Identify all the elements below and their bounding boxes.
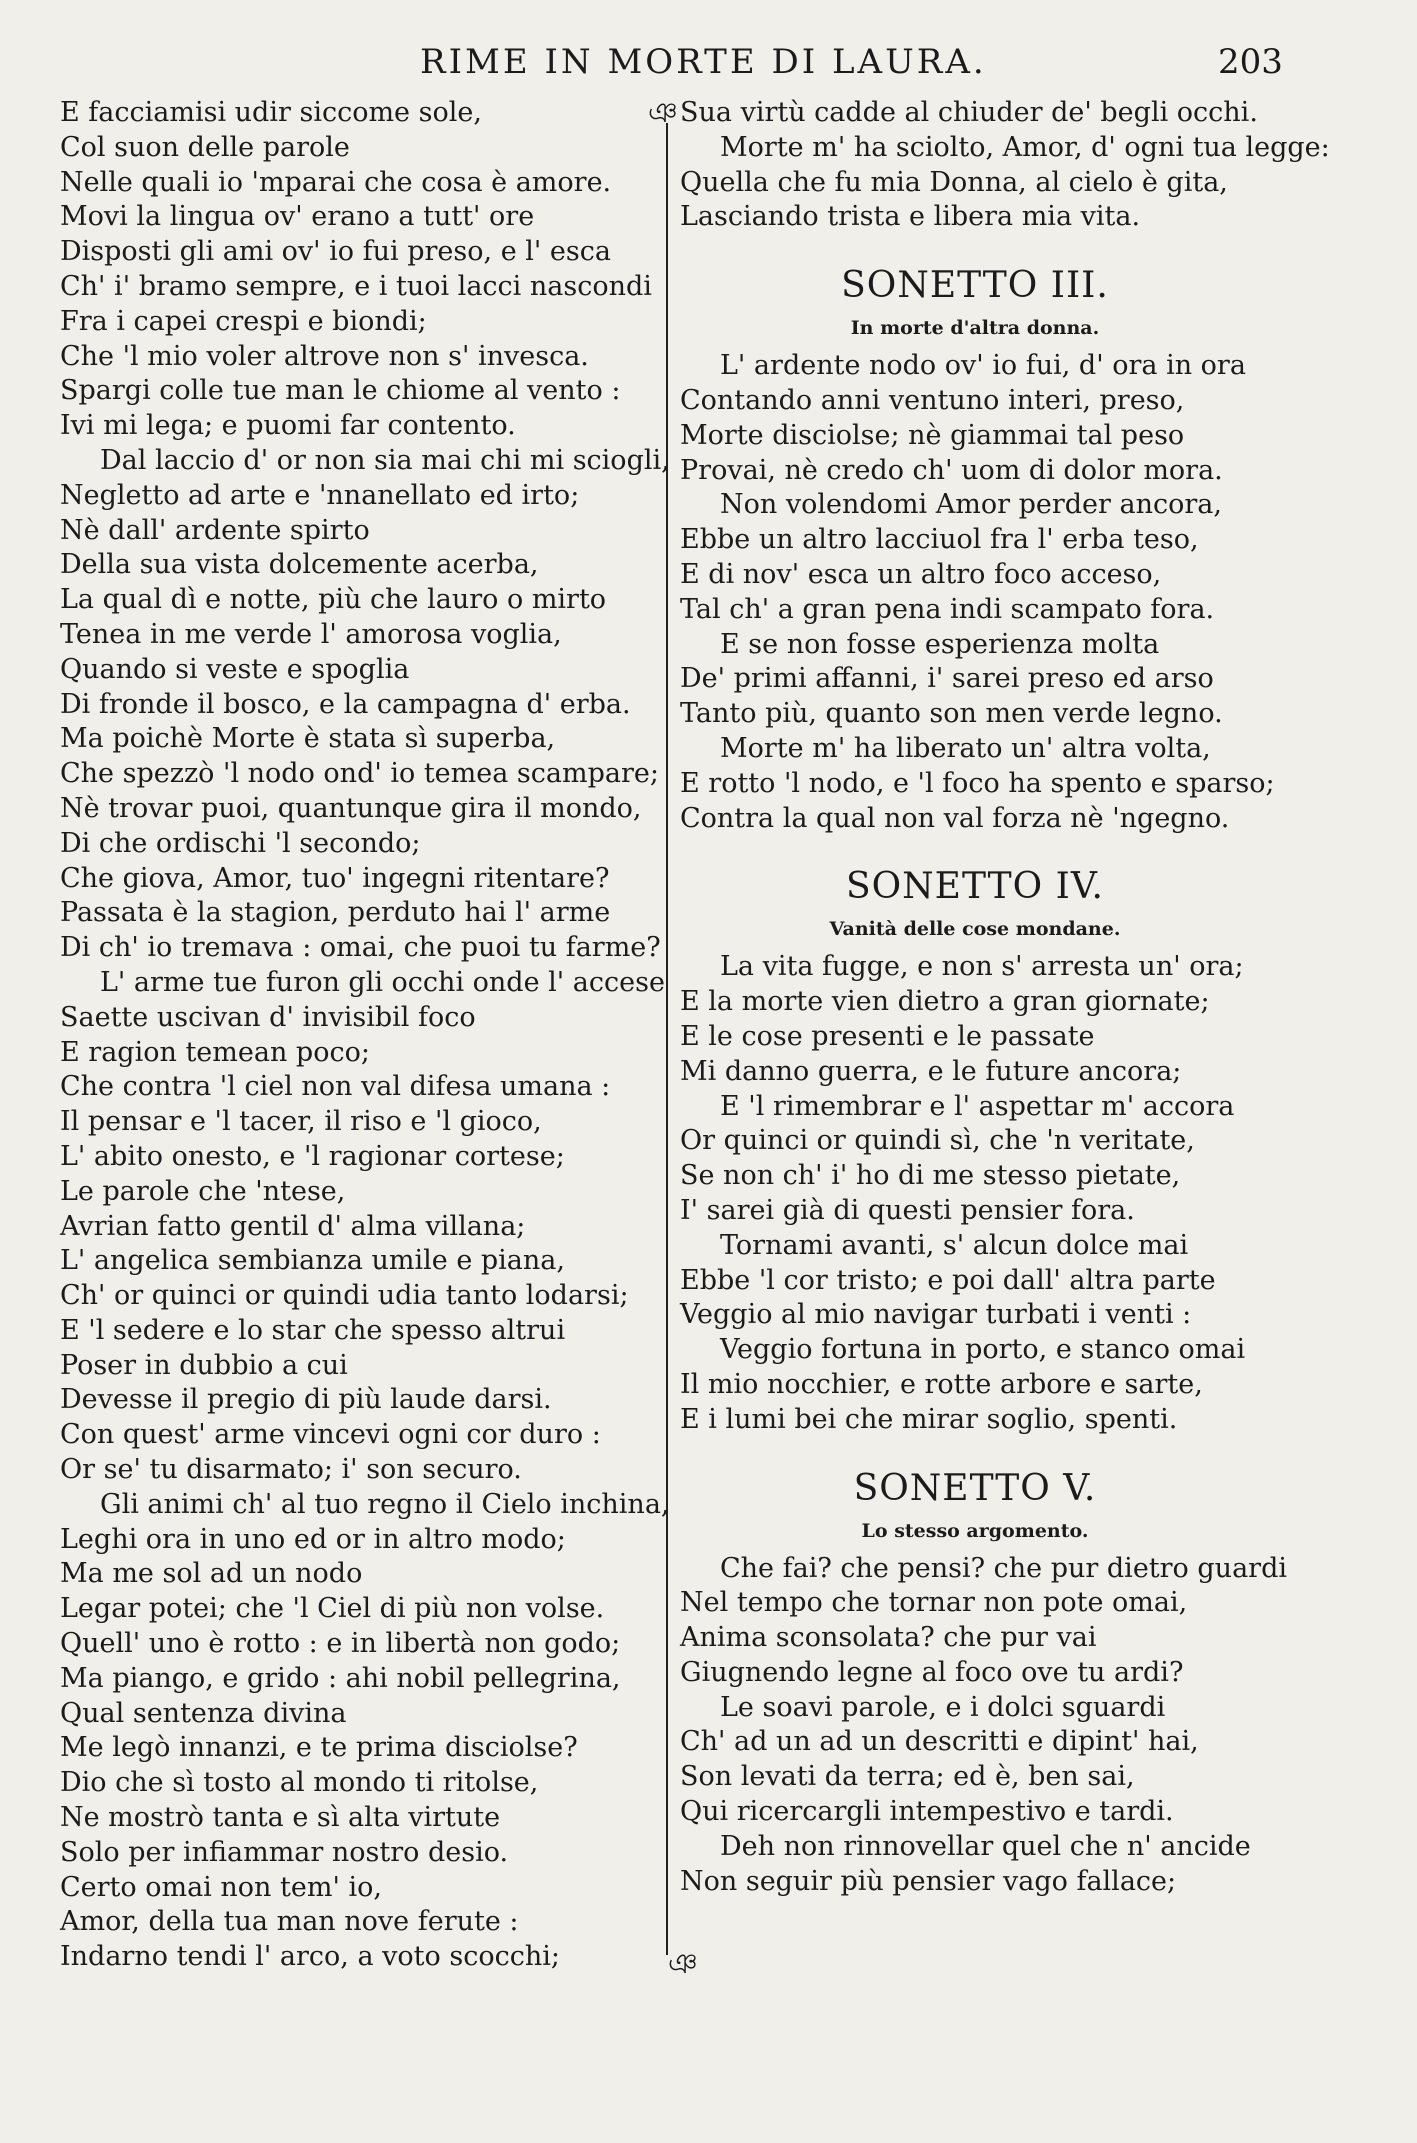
verse-line: Della sua vista dolcemente acerba, <box>60 549 539 581</box>
verse-line: E rotto 'l nodo, e 'l foco ha spento e sparso; <box>680 767 1275 799</box>
verse-line: Passata è la stagion, perduto hai l' arme <box>60 897 611 929</box>
section-mark-icon: ঞ <box>648 96 678 129</box>
verse-line: Or se' tu disarmato; i' son securo. <box>60 1454 522 1486</box>
sonnet <box>680 860 1280 1437</box>
verse-line: Ma poichè Morte è stata sì superba, <box>60 723 556 755</box>
verse-line: Qual sentenza divina <box>60 1697 347 1729</box>
verse-line: E le cose presenti e le passate <box>680 1020 1095 1052</box>
verse-line: Sua virtù cadde al chiuder de' begli occhi. <box>680 97 1258 128</box>
sonnet-title: SONETTO V. <box>853 1467 1097 1509</box>
verse-line: Tenea in me verde l' amorosa voglia, <box>60 618 562 650</box>
verse-line: L' ardente nodo ov' io fui, d' ora in ora <box>720 350 1246 382</box>
verse-line: Il pensar e 'l tacer, il riso e 'l gioco, <box>60 1106 542 1138</box>
page-header <box>0 42 1417 92</box>
verse-line: E 'l rimembrar e l' aspettar m' accora <box>720 1090 1235 1122</box>
section-mark-icon: ঞ <box>668 1947 698 1980</box>
verse-line: Le parole che 'ntese, <box>60 1175 346 1207</box>
verse-line: Avrian fatto gentil d' alma villana; <box>60 1210 526 1242</box>
verse-line: Veggio fortuna in porto, e stanco omai <box>720 1334 1246 1366</box>
sonnet-subtitle: Lo stesso argomento. <box>861 1519 1089 1542</box>
sonnets <box>680 259 1287 1899</box>
column-divider <box>666 123 668 1955</box>
verse-line: Non seguir più pensier vago fallace; <box>680 1865 1177 1897</box>
verse-line: Amor, della tua man nove ferute : <box>60 1906 519 1938</box>
verse-line: Son levati da terra; ed è, ben sai, <box>680 1761 1135 1793</box>
verse-line: Tanto più, quanto son men verde legno. <box>680 698 1223 730</box>
verse-line: Che giova, Amor, tuo' ingegni ritentare? <box>60 862 610 894</box>
page-number: 203 <box>1218 42 1283 82</box>
verse-line: Col suon delle parole <box>60 131 350 163</box>
verse-line: Or quinci or quindi sì, che 'n veritate, <box>680 1125 1195 1157</box>
verse-line: Non volendomi Amor perder ancora, <box>720 489 1222 521</box>
verse-line: Contando anni ventuno interi, preso, <box>680 384 1185 416</box>
right-column <box>680 96 1330 1899</box>
verse-line: Di che ordischi 'l secondo; <box>60 827 421 859</box>
verse-line: Ne mostrò tanta e sì alta virtute <box>60 1802 501 1834</box>
verse-line: E se non fosse esperienza molta <box>720 628 1160 660</box>
verse-line: E la morte vien dietro a gran giornate; <box>680 986 1210 1018</box>
sonnet <box>680 259 1280 836</box>
verse-line: Nè trovar puoi, quantunque gira il mondo, <box>60 792 642 824</box>
verse-line: La vita fugge, e non s' arresta un' ora; <box>720 951 1244 983</box>
verse-line: Se non ch' i' ho di me stesso pietate, <box>680 1160 1181 1192</box>
verse-line: Anima sconsolata? che pur vai <box>680 1622 1097 1654</box>
verse-line: Nel tempo che tornar non pote omai, <box>680 1587 1188 1619</box>
verse-line: Che spezzò 'l nodo ond' io temea scampare; <box>60 758 659 790</box>
verse-line: Me legò innanzi, e te prima disciolse? <box>60 1732 578 1764</box>
verse-line: Ch' ad un ad un descritti e dipint' hai, <box>680 1726 1199 1758</box>
verse-line: Le soavi parole, e i dolci sguardi <box>720 1691 1166 1723</box>
verse-line: Lasciando trista e libera mia vita. <box>680 201 1141 233</box>
verse-line: Con quest' arme vincevi ogni cor duro : <box>60 1419 601 1451</box>
verse-line: Morte m' ha liberato un' altra volta, <box>720 732 1211 764</box>
verse-line: Giugnendo legne al foco ove tu ardi? <box>680 1656 1184 1688</box>
verse-line: I' sarei già di questi pensier fora. <box>680 1194 1135 1226</box>
verse-line: Disposti gli ami ov' io fui preso, e l' esca <box>60 236 611 268</box>
verse-line: Ch' i' bramo sempre, e i tuoi lacci nascondi <box>60 270 652 302</box>
verse-line: Dio che sì tosto al mondo ti ritolse, <box>60 1767 539 1799</box>
verse-line: Mi danno guerra, e le future ancora; <box>680 1055 1182 1087</box>
verse-line: E di nov' esca un altro foco acceso, <box>680 558 1162 590</box>
verse-line: Indarno tendi l' arco, a voto scocchi; <box>60 1941 560 1973</box>
sonnet-subtitle: Vanità delle cose mondane. <box>829 918 1121 941</box>
verse-line: Di fronde il bosco, e la campagna d' erba. <box>60 688 631 720</box>
left-column <box>60 96 670 1975</box>
verse-line: Il mio nocchier, e rotte arbore e sarte, <box>680 1368 1203 1400</box>
verse-line: Negletto ad arte e 'nnanellato ed irto; <box>60 479 580 511</box>
verse-line: Che contra 'l ciel non val difesa umana : <box>60 1071 611 1103</box>
poem-continuation <box>680 96 1330 235</box>
verse-line: Quando si veste e spoglia <box>60 653 410 685</box>
verse-line: Certo omai non tem' io, <box>60 1871 382 1903</box>
verse-line: Ebbe un altro lacciuol fra l' erba teso, <box>680 524 1199 556</box>
verse-line: Gli animi ch' al tuo regno il Cielo inchina, <box>100 1488 670 1520</box>
sonnet-title: SONETTO III. <box>841 265 1109 307</box>
sonnet <box>680 1462 1287 1900</box>
verse-line: Morte m' ha sciolto, Amor, d' ogni tua legge: <box>720 131 1330 163</box>
verse-line: Quella che fu mia Donna, al cielo è gita, <box>680 166 1228 198</box>
verse-line: Tornami avanti, s' alcun dolce mai <box>720 1229 1189 1261</box>
verse-line: Deh non rinnovellar quel che n' ancide <box>720 1830 1251 1862</box>
verse-line: De' primi affanni, i' sarei preso ed arso <box>680 663 1214 695</box>
verse-line: L' arme tue furon gli occhi onde l' accese <box>100 966 665 998</box>
verse-line: Leghi ora in uno ed or in altro modo; <box>60 1523 566 1555</box>
verse-line: Fra i capei crespi e biondi; <box>60 305 427 337</box>
verse-line: Morte disciolse; nè giammai tal peso <box>680 419 1185 451</box>
verse-line: Legar potei; che 'l Ciel di più non volse. <box>60 1593 605 1625</box>
verse-line: Devesse il pregio di più laude darsi. <box>60 1384 552 1416</box>
verse-line: E 'l sedere e lo star che spesso altrui <box>60 1314 566 1346</box>
verse-line: Nè dall' ardente spirto <box>60 514 370 546</box>
verse-line: Movi la lingua ov' erano a tutt' ore <box>60 201 535 233</box>
sonnet-title: SONETTO IV. <box>846 866 1104 908</box>
verse-line: Che 'l mio voler altrove non s' invesca. <box>60 340 589 372</box>
verse-line: Ivi mi lega; e puomi far contento. <box>60 410 516 442</box>
verse-line: Solo per infiammar nostro desio. <box>60 1836 509 1868</box>
verse-line: E ragion temean poco; <box>60 1036 370 1068</box>
verse-line: Contra la qual non val forza nè 'ngegno. <box>680 802 1230 834</box>
verse-line: Che fai? che pensi? che pur dietro guardi <box>720 1552 1287 1584</box>
verse-line: E facciamisi udir siccome sole, <box>60 97 482 128</box>
verse-line: Nelle quali io 'mparai che cosa è amore. <box>60 166 612 198</box>
verse-line: E i lumi bei che mirar soglio, spenti. <box>680 1403 1178 1435</box>
running-title: RIME IN MORTE DI LAURA. <box>420 42 987 82</box>
verse-line: Ebbe 'l cor tristo; e poi dall' altra parte <box>680 1264 1216 1296</box>
verse-line: L' abito onesto, e 'l ragionar cortese; <box>60 1140 565 1172</box>
verse-line: La qual dì e notte, più che lauro o mirto <box>60 584 607 616</box>
verse-line: Di ch' io tremava : omai, che puoi tu farme? <box>60 932 661 964</box>
verse-line: Quell' uno è rotto : e in libertà non godo; <box>60 1628 621 1660</box>
verse-line: Spargi colle tue man le chiome al vento : <box>60 375 621 407</box>
verse-line: L' angelica sembianza umile e piana, <box>60 1245 565 1277</box>
verse-line: Ch' or quinci or quindi udia tanto lodarsi; <box>60 1280 629 1312</box>
verse-line: Ma piango, e grido : ahi nobil pellegrina, <box>60 1662 621 1694</box>
verse-line: Poser in dubbio a cui <box>60 1349 348 1381</box>
verse-line: Provai, nè credo ch' uom di dolor mora. <box>680 454 1223 486</box>
verse-line: Saette uscivan d' invisibil foco <box>60 1001 476 1033</box>
sonnet-subtitle: In morte d'altra donna. <box>850 317 1100 340</box>
verse-line: Ma me sol ad un nodo <box>60 1558 363 1590</box>
verse-line: Veggio al mio navigar turbati i venti : <box>680 1299 1192 1331</box>
verse-line: Qui ricercargli intempestivo e tardi. <box>680 1796 1174 1828</box>
verse-line: Dal laccio d' or non sia mai chi mi sciogli, <box>100 444 670 476</box>
verse-line: Tal ch' a gran pena indi scampato fora. <box>680 593 1215 625</box>
